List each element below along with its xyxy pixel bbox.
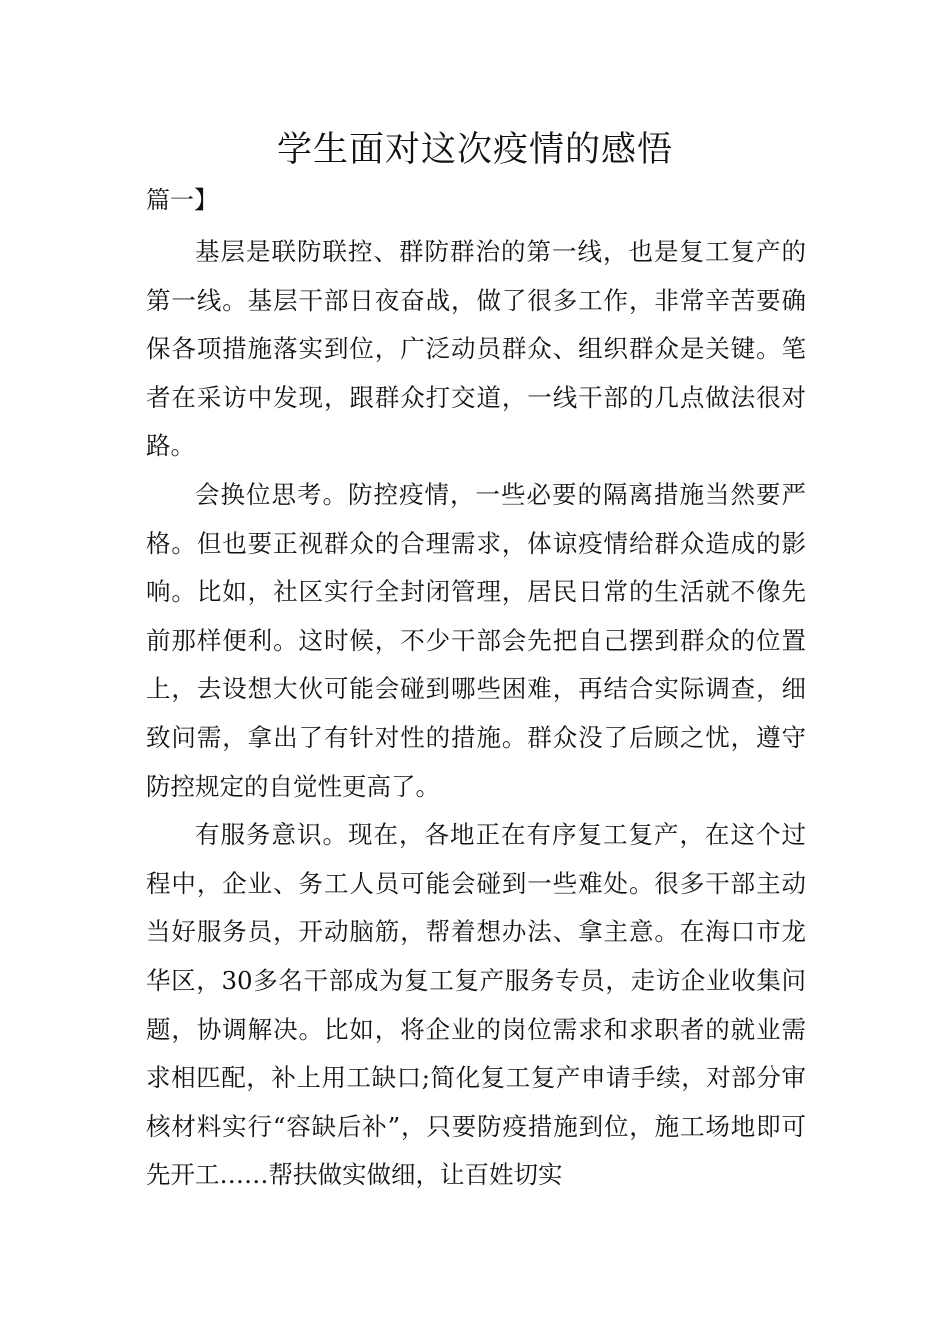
document-title: 学生面对这次疫情的感悟 xyxy=(276,130,673,170)
paragraph-2: 会换位思考。防控疫情，一些必要的隔离措施当然要严格。但也要正视群众的合理需求，体谅疫情给群众造成的影响。比如，社区实行全封闭管理，居民日常的生活就不像先前那样便利。这时候，不少干部会先把自己摆到群众的位置上，去设想大伙可能会碰到哪些困难，再结合实际调查，细致问需，拿出了有针对性的措施。群众没了后顾之忧，遵守防控规定的自觉性更高了。 xyxy=(146,479,806,801)
paragraph-1: 基层是联防联控、群防群治的第一线，也是复工复产的第一线。基层干部日夜奋战，做了很多工作，非常辛苦要确保各项措施落实到位，广泛动员群众、组织群众是关键。笔者在采访中发现，跟群众打交道，一线干部的几点做法很对路。 xyxy=(146,237,806,461)
paragraph-3: 有服务意识。现在，各地正在有序复工复产，在这个过程中，企业、务工人员可能会碰到一些难处。很多干部主动当好服务员，开动脑筋，帮着想办法、拿主意。在海口市龙华区，30多名干部成为复工复产服务专员，走访企业收集问题，协调解决。比如，将企业的岗位需求和求职者的就业需求相匹配，补上用工缺口;简化复工复产申请手续，对部分审核材料实行“容缺后补”，只要防疫措施到位，施工场地即可先开工……帮扶做实做细，让百姓切实 xyxy=(146,820,806,1190)
section-label: 篇一】 xyxy=(146,186,218,214)
document-body xyxy=(146,228,806,1200)
